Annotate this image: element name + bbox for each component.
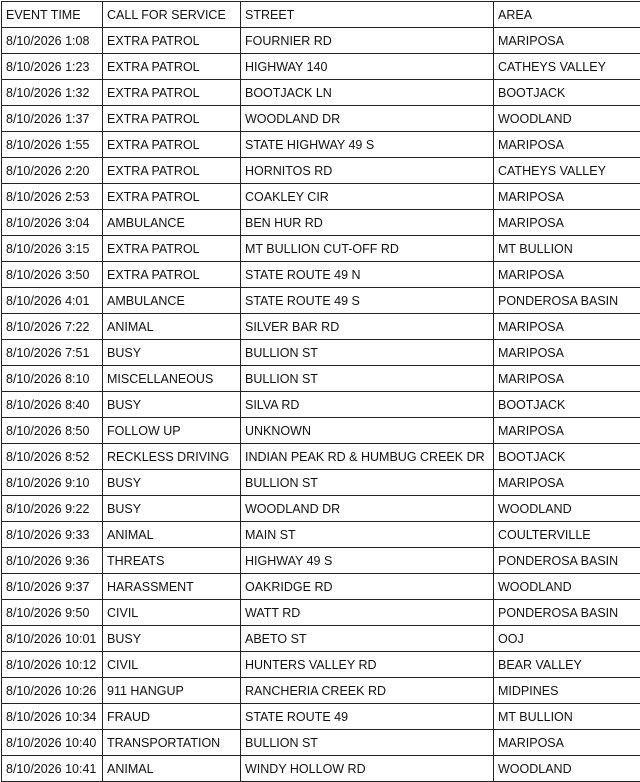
event-time-cell: 8/10/2026 3:04 bbox=[2, 210, 103, 236]
header-event-time: EVENT TIME bbox=[2, 2, 103, 28]
area-cell: BOOTJACK bbox=[494, 392, 640, 418]
table-body bbox=[2, 28, 640, 782]
street-cell: HIGHWAY 49 S bbox=[241, 548, 494, 574]
call-for-service-cell: FOLLOW UP bbox=[103, 418, 241, 444]
street-cell: UNKNOWN bbox=[241, 418, 494, 444]
street-cell: WATT RD bbox=[241, 600, 494, 626]
area-cell: COULTERVILLE bbox=[494, 522, 640, 548]
call-for-service-cell: 911 HANGUP bbox=[103, 678, 241, 704]
table-row bbox=[2, 756, 640, 782]
table-row bbox=[2, 652, 640, 678]
table-row bbox=[2, 236, 640, 262]
area-cell: MT BULLION bbox=[494, 236, 640, 262]
area-cell: BOOTJACK bbox=[494, 444, 640, 470]
street-cell: HORNITOS RD bbox=[241, 158, 494, 184]
street-cell: OAKRIDGE RD bbox=[241, 574, 494, 600]
event-time-cell: 8/10/2026 10:12 bbox=[2, 652, 103, 678]
street-cell: WOODLAND DR bbox=[241, 106, 494, 132]
call-for-service-cell: CIVIL bbox=[103, 600, 241, 626]
call-for-service-cell: BUSY bbox=[103, 626, 241, 652]
call-for-service-cell: AMBULANCE bbox=[103, 210, 241, 236]
table-row bbox=[2, 340, 640, 366]
event-time-cell: 8/10/2026 10:01 bbox=[2, 626, 103, 652]
area-cell: MARIPOSA bbox=[494, 184, 640, 210]
area-cell: MT BULLION bbox=[494, 704, 640, 730]
call-for-service-cell: TRANSPORTATION bbox=[103, 730, 241, 756]
call-for-service-cell: EXTRA PATROL bbox=[103, 28, 241, 54]
area-cell: WOODLAND bbox=[494, 106, 640, 132]
call-for-service-cell: EXTRA PATROL bbox=[103, 80, 241, 106]
table-row bbox=[2, 158, 640, 184]
call-for-service-cell: EXTRA PATROL bbox=[103, 132, 241, 158]
event-time-cell: 8/10/2026 2:20 bbox=[2, 158, 103, 184]
street-cell: MT BULLION CUT-OFF RD bbox=[241, 236, 494, 262]
event-time-cell: 8/10/2026 1:23 bbox=[2, 54, 103, 80]
table-row bbox=[2, 314, 640, 340]
table-row bbox=[2, 548, 640, 574]
table-row bbox=[2, 366, 640, 392]
street-cell: STATE ROUTE 49 bbox=[241, 704, 494, 730]
event-time-cell: 8/10/2026 10:40 bbox=[2, 730, 103, 756]
street-cell: BOOTJACK LN bbox=[241, 80, 494, 106]
event-time-cell: 8/10/2026 3:15 bbox=[2, 236, 103, 262]
area-cell: MARIPOSA bbox=[494, 730, 640, 756]
header-call-for-service: CALL FOR SERVICE bbox=[103, 2, 241, 28]
table-row bbox=[2, 626, 640, 652]
area-cell: CATHEYS VALLEY bbox=[494, 158, 640, 184]
street-cell: BULLION ST bbox=[241, 340, 494, 366]
event-time-cell: 8/10/2026 8:52 bbox=[2, 444, 103, 470]
table-row bbox=[2, 574, 640, 600]
street-cell: STATE ROUTE 49 S bbox=[241, 288, 494, 314]
event-time-cell: 8/10/2026 2:53 bbox=[2, 184, 103, 210]
table-row bbox=[2, 522, 640, 548]
event-time-cell: 8/10/2026 3:50 bbox=[2, 262, 103, 288]
call-for-service-cell: EXTRA PATROL bbox=[103, 106, 241, 132]
table-row bbox=[2, 470, 640, 496]
area-cell: MARIPOSA bbox=[494, 366, 640, 392]
call-for-service-cell: AMBULANCE bbox=[103, 288, 241, 314]
event-time-cell: 8/10/2026 10:26 bbox=[2, 678, 103, 704]
call-for-service-cell: EXTRA PATROL bbox=[103, 184, 241, 210]
table-row bbox=[2, 444, 640, 470]
street-cell: ABETO ST bbox=[241, 626, 494, 652]
call-for-service-cell: ANIMAL bbox=[103, 314, 241, 340]
call-for-service-cell: EXTRA PATROL bbox=[103, 262, 241, 288]
table-row bbox=[2, 262, 640, 288]
call-for-service-cell: BUSY bbox=[103, 496, 241, 522]
street-cell: FOURNIER RD bbox=[241, 28, 494, 54]
call-for-service-cell: EXTRA PATROL bbox=[103, 158, 241, 184]
event-time-cell: 8/10/2026 7:22 bbox=[2, 314, 103, 340]
table-row bbox=[2, 730, 640, 756]
area-cell: PONDEROSA BASIN bbox=[494, 600, 640, 626]
street-cell: MAIN ST bbox=[241, 522, 494, 548]
header-street: STREET bbox=[241, 2, 494, 28]
event-time-cell: 8/10/2026 1:37 bbox=[2, 106, 103, 132]
area-cell: CATHEYS VALLEY bbox=[494, 54, 640, 80]
call-for-service-cell: EXTRA PATROL bbox=[103, 54, 241, 80]
event-time-cell: 8/10/2026 1:55 bbox=[2, 132, 103, 158]
table-row bbox=[2, 54, 640, 80]
area-cell: MARIPOSA bbox=[494, 418, 640, 444]
street-cell: INDIAN PEAK RD & HUMBUG CREEK DR bbox=[241, 444, 494, 470]
call-for-service-cell: ANIMAL bbox=[103, 756, 241, 782]
event-time-cell: 8/10/2026 9:33 bbox=[2, 522, 103, 548]
area-cell: MARIPOSA bbox=[494, 340, 640, 366]
area-cell: PONDEROSA BASIN bbox=[494, 288, 640, 314]
area-cell: MARIPOSA bbox=[494, 132, 640, 158]
table-row bbox=[2, 392, 640, 418]
street-cell: BEN HUR RD bbox=[241, 210, 494, 236]
table-row bbox=[2, 132, 640, 158]
event-time-cell: 8/10/2026 1:32 bbox=[2, 80, 103, 106]
area-cell: MARIPOSA bbox=[494, 314, 640, 340]
street-cell: BULLION ST bbox=[241, 366, 494, 392]
header-area: AREA bbox=[494, 2, 640, 28]
area-cell: MARIPOSA bbox=[494, 28, 640, 54]
call-for-service-cell: MISCELLANEOUS bbox=[103, 366, 241, 392]
table-row bbox=[2, 418, 640, 444]
street-cell: STATE HIGHWAY 49 S bbox=[241, 132, 494, 158]
area-cell: WOODLAND bbox=[494, 756, 640, 782]
event-time-cell: 8/10/2026 10:41 bbox=[2, 756, 103, 782]
table-row bbox=[2, 600, 640, 626]
table-row bbox=[2, 80, 640, 106]
event-time-cell: 8/10/2026 8:40 bbox=[2, 392, 103, 418]
table-row bbox=[2, 106, 640, 132]
table-header-row bbox=[2, 2, 640, 28]
table-row bbox=[2, 704, 640, 730]
street-cell: WINDY HOLLOW RD bbox=[241, 756, 494, 782]
table-row bbox=[2, 184, 640, 210]
area-cell: OOJ bbox=[494, 626, 640, 652]
event-time-cell: 8/10/2026 9:37 bbox=[2, 574, 103, 600]
street-cell: COAKLEY CIR bbox=[241, 184, 494, 210]
event-time-cell: 8/10/2026 10:34 bbox=[2, 704, 103, 730]
table-row bbox=[2, 210, 640, 236]
area-cell: MARIPOSA bbox=[494, 262, 640, 288]
table-row bbox=[2, 678, 640, 704]
call-for-service-cell: THREATS bbox=[103, 548, 241, 574]
call-for-service-cell: BUSY bbox=[103, 340, 241, 366]
call-for-service-cell: HARASSMENT bbox=[103, 574, 241, 600]
call-for-service-cell: BUSY bbox=[103, 392, 241, 418]
street-cell: STATE ROUTE 49 N bbox=[241, 262, 494, 288]
event-time-cell: 8/10/2026 9:10 bbox=[2, 470, 103, 496]
area-cell: MARIPOSA bbox=[494, 210, 640, 236]
event-time-cell: 8/10/2026 7:51 bbox=[2, 340, 103, 366]
call-log-table bbox=[1, 1, 640, 782]
street-cell: BULLION ST bbox=[241, 470, 494, 496]
street-cell: SILVA RD bbox=[241, 392, 494, 418]
area-cell: PONDEROSA BASIN bbox=[494, 548, 640, 574]
call-for-service-cell: RECKLESS DRIVING bbox=[103, 444, 241, 470]
street-cell: HIGHWAY 140 bbox=[241, 54, 494, 80]
event-time-cell: 8/10/2026 4:01 bbox=[2, 288, 103, 314]
call-for-service-cell: ANIMAL bbox=[103, 522, 241, 548]
street-cell: HUNTERS VALLEY RD bbox=[241, 652, 494, 678]
call-for-service-cell: FRAUD bbox=[103, 704, 241, 730]
event-time-cell: 8/10/2026 8:10 bbox=[2, 366, 103, 392]
area-cell: BEAR VALLEY bbox=[494, 652, 640, 678]
street-cell: WOODLAND DR bbox=[241, 496, 494, 522]
area-cell: BOOTJACK bbox=[494, 80, 640, 106]
event-time-cell: 8/10/2026 9:50 bbox=[2, 600, 103, 626]
street-cell: BULLION ST bbox=[241, 730, 494, 756]
area-cell: WOODLAND bbox=[494, 496, 640, 522]
area-cell: MIDPINES bbox=[494, 678, 640, 704]
event-time-cell: 8/10/2026 8:50 bbox=[2, 418, 103, 444]
call-for-service-cell: CIVIL bbox=[103, 652, 241, 678]
table-row bbox=[2, 496, 640, 522]
call-for-service-cell: BUSY bbox=[103, 470, 241, 496]
call-for-service-cell: EXTRA PATROL bbox=[103, 236, 241, 262]
table-row bbox=[2, 28, 640, 54]
event-time-cell: 8/10/2026 1:08 bbox=[2, 28, 103, 54]
street-cell: RANCHERIA CREEK RD bbox=[241, 678, 494, 704]
area-cell: MARIPOSA bbox=[494, 470, 640, 496]
table-row bbox=[2, 288, 640, 314]
area-cell: WOODLAND bbox=[494, 574, 640, 600]
event-time-cell: 8/10/2026 9:36 bbox=[2, 548, 103, 574]
street-cell: SILVER BAR RD bbox=[241, 314, 494, 340]
event-time-cell: 8/10/2026 9:22 bbox=[2, 496, 103, 522]
